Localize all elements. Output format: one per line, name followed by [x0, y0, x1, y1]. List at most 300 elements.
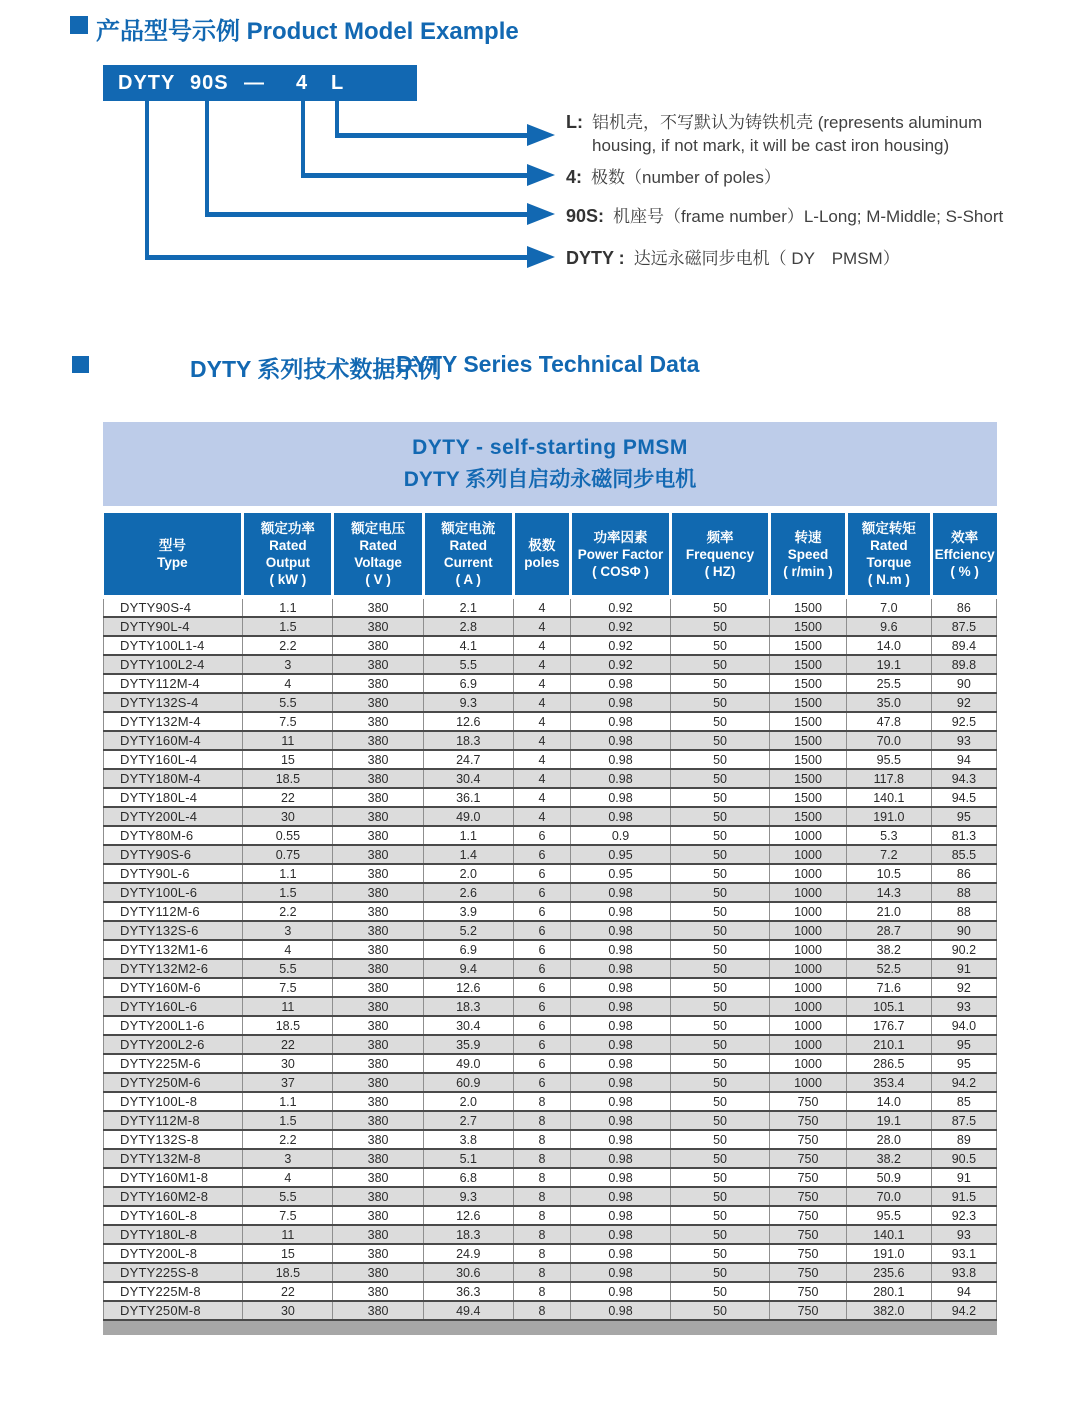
cell-value: 89.4: [931, 636, 996, 655]
callout-frame: [566, 205, 1003, 228]
cell-value: 380: [333, 731, 423, 750]
cell-value: 50: [671, 1187, 770, 1206]
cell-value: 0.95: [571, 845, 671, 864]
cell-value: 95.5: [846, 1206, 931, 1225]
cell-value: 380: [333, 940, 423, 959]
cell-value: 6: [513, 921, 570, 940]
cell-value: 8: [513, 1187, 570, 1206]
cell-value: 50: [671, 1263, 770, 1282]
cell-value: 95.5: [846, 750, 931, 769]
cell-value: 0.98: [571, 1206, 671, 1225]
cell-value: 380: [333, 636, 423, 655]
cell-value: 50: [671, 845, 770, 864]
cell-value: 4: [243, 940, 333, 959]
model-segment-dash: —: [244, 72, 265, 94]
cell-value: 47.8: [846, 712, 931, 731]
cell-value: 3.9: [423, 902, 513, 921]
cell-value: 3: [243, 655, 333, 674]
cell-value: 22: [243, 1035, 333, 1054]
cell-value: 36.1: [423, 788, 513, 807]
cell-value: 94.0: [931, 1016, 996, 1035]
cell-value: 1000: [770, 1035, 847, 1054]
cell-value: 176.7: [846, 1016, 931, 1035]
cell-value: 30.6: [423, 1263, 513, 1282]
cell-value: 87.5: [931, 1111, 996, 1130]
cell-value: 380: [333, 769, 423, 788]
table-row: [104, 1092, 997, 1111]
cell-value: 0.9: [571, 826, 671, 845]
callout-housing: [566, 111, 982, 157]
cell-value: 380: [333, 788, 423, 807]
cell-model-type: DYTY90S-6: [104, 845, 243, 864]
cell-value: 91: [931, 959, 996, 978]
cell-value: 380: [333, 997, 423, 1016]
cell-value: 50: [671, 978, 770, 997]
cell-model-type: DYTY160M-4: [104, 731, 243, 750]
cell-value: 50: [671, 807, 770, 826]
cell-value: 1500: [770, 617, 847, 636]
cell-value: 85.5: [931, 845, 996, 864]
callout-housing-text: 铝机壳，不写默认为铸铁机壳 (represents aluminum housing, if not mark, it will be cast iron housing): [592, 113, 983, 155]
cell-model-type: DYTY200L2-6: [104, 1035, 243, 1054]
cell-value: 380: [333, 1263, 423, 1282]
cell-value: 28.7: [846, 921, 931, 940]
cell-value: 750: [770, 1282, 847, 1301]
cell-value: 380: [333, 1225, 423, 1244]
cell-value: 50: [671, 902, 770, 921]
table-row: [104, 1282, 997, 1301]
cell-value: 52.5: [846, 959, 931, 978]
cell-value: 30: [243, 1054, 333, 1073]
cell-value: 7.5: [243, 1206, 333, 1225]
table-row: [104, 1301, 997, 1320]
cell-value: 11: [243, 1225, 333, 1244]
cell-value: 1500: [770, 807, 847, 826]
cell-value: 4: [513, 655, 570, 674]
cell-value: 6: [513, 864, 570, 883]
cell-value: 0.98: [571, 712, 671, 731]
cell-value: 7.2: [846, 845, 931, 864]
cell-value: 1000: [770, 940, 847, 959]
cell-value: 0.98: [571, 807, 671, 826]
cell-model-type: DYTY112M-4: [104, 674, 243, 693]
cell-value: 4.1: [423, 636, 513, 655]
cell-value: 0.55: [243, 826, 333, 845]
cell-model-type: DYTY160L-8: [104, 1206, 243, 1225]
table-row: [104, 1111, 997, 1130]
cell-value: 1000: [770, 1016, 847, 1035]
cell-value: 0.98: [571, 1187, 671, 1206]
cell-value: 50: [671, 1168, 770, 1187]
cell-value: 1500: [770, 769, 847, 788]
cell-model-type: DYTY100L-8: [104, 1092, 243, 1111]
callout-brand-text: 达远永磁同步电机（ DY PMSM）: [633, 249, 900, 268]
cell-value: 18.5: [243, 769, 333, 788]
cell-value: 117.8: [846, 769, 931, 788]
cell-model-type: DYTY132S-6: [104, 921, 243, 940]
table-row: [104, 1016, 997, 1035]
cell-value: 50: [671, 750, 770, 769]
cell-value: 0.92: [571, 655, 671, 674]
cell-value: 280.1: [846, 1282, 931, 1301]
cell-value: 50: [671, 597, 770, 617]
cell-value: 750: [770, 1301, 847, 1320]
cell-value: 18.3: [423, 997, 513, 1016]
cell-value: 0.75: [243, 845, 333, 864]
cell-value: 95: [931, 1054, 996, 1073]
table-row: [104, 959, 997, 978]
cell-model-type: DYTY90L-6: [104, 864, 243, 883]
cell-value: 6: [513, 902, 570, 921]
cell-value: 0.98: [571, 1016, 671, 1035]
cell-value: 50: [671, 1130, 770, 1149]
cell-value: 1500: [770, 750, 847, 769]
cell-value: 4: [513, 693, 570, 712]
cell-value: 50: [671, 864, 770, 883]
cell-value: 750: [770, 1244, 847, 1263]
cell-value: 0.98: [571, 1149, 671, 1168]
arrow-icon: [527, 203, 555, 225]
connector-frame-vertical: [205, 100, 209, 217]
cell-value: 2.0: [423, 1092, 513, 1111]
cell-value: 90.5: [931, 1149, 996, 1168]
cell-value: 8: [513, 1206, 570, 1225]
cell-value: 70.0: [846, 731, 931, 750]
cell-model-type: DYTY200L-8: [104, 1244, 243, 1263]
cell-value: 6: [513, 997, 570, 1016]
cell-value: 0.98: [571, 1244, 671, 1263]
cell-model-type: DYTY250M-8: [104, 1301, 243, 1320]
table-row: [104, 750, 997, 769]
cell-value: 50: [671, 769, 770, 788]
cell-value: 750: [770, 1130, 847, 1149]
cell-value: 4: [513, 807, 570, 826]
cell-value: 3: [243, 1149, 333, 1168]
column-header: 额定功率 Rated Output ( kW ): [243, 512, 333, 598]
cell-model-type: DYTY112M-6: [104, 902, 243, 921]
cell-value: 0.98: [571, 750, 671, 769]
cell-model-type: DYTY132S-8: [104, 1130, 243, 1149]
cell-model-type: DYTY225S-8: [104, 1263, 243, 1282]
cell-value: 6: [513, 940, 570, 959]
table-row: [104, 636, 997, 655]
callout-housing-prefix: L:: [566, 112, 583, 132]
section1-title: 产品型号示例 Product Model Example: [96, 18, 519, 45]
table-row: [104, 845, 997, 864]
cell-value: 4: [513, 788, 570, 807]
cell-value: 94: [931, 750, 996, 769]
cell-value: 750: [770, 1111, 847, 1130]
column-header: 型号 Type: [104, 512, 243, 598]
cell-value: 36.3: [423, 1282, 513, 1301]
cell-value: 50: [671, 655, 770, 674]
cell-value: 0.98: [571, 1035, 671, 1054]
cell-model-type: DYTY180L-4: [104, 788, 243, 807]
cell-value: 4: [513, 712, 570, 731]
cell-value: 1000: [770, 997, 847, 1016]
cell-value: 12.6: [423, 978, 513, 997]
cell-model-type: DYTY200L1-6: [104, 1016, 243, 1035]
cell-value: 191.0: [846, 807, 931, 826]
cell-value: 7.5: [243, 978, 333, 997]
cell-value: 50: [671, 883, 770, 902]
cell-value: 94.2: [931, 1301, 996, 1320]
cell-value: 1000: [770, 959, 847, 978]
cell-model-type: DYTY160L-4: [104, 750, 243, 769]
cell-value: 90: [931, 921, 996, 940]
cell-model-type: DYTY132M-4: [104, 712, 243, 731]
cell-value: 3: [243, 921, 333, 940]
column-header: 极数 poles: [513, 512, 570, 598]
cell-value: 0.92: [571, 636, 671, 655]
cell-value: 380: [333, 1168, 423, 1187]
cell-value: 50: [671, 788, 770, 807]
cell-model-type: DYTY225M-8: [104, 1282, 243, 1301]
cell-value: 50.9: [846, 1168, 931, 1187]
cell-value: 94.2: [931, 1073, 996, 1092]
cell-value: 0.98: [571, 902, 671, 921]
cell-value: 93: [931, 1225, 996, 1244]
cell-value: 1500: [770, 788, 847, 807]
cell-value: 380: [333, 617, 423, 636]
cell-value: 70.0: [846, 1187, 931, 1206]
cell-model-type: DYTY160M2-8: [104, 1187, 243, 1206]
cell-value: 2.2: [243, 902, 333, 921]
cell-model-type: DYTY180M-4: [104, 769, 243, 788]
cell-value: 9.3: [423, 693, 513, 712]
cell-value: 94.3: [931, 769, 996, 788]
table-row: [104, 940, 997, 959]
column-header: 频率 Frequency ( HZ): [671, 512, 770, 598]
cell-value: 38.2: [846, 1149, 931, 1168]
cell-value: 4: [513, 769, 570, 788]
cell-value: 91.5: [931, 1187, 996, 1206]
table-row: [104, 1263, 997, 1282]
cell-model-type: DYTY180L-8: [104, 1225, 243, 1244]
cell-value: 380: [333, 1035, 423, 1054]
table-row: [104, 1244, 997, 1263]
cell-model-type: DYTY100L1-4: [104, 636, 243, 655]
cell-model-type: DYTY100L-6: [104, 883, 243, 902]
table-row: [104, 1054, 997, 1073]
cell-value: 38.2: [846, 940, 931, 959]
cell-value: 90: [931, 674, 996, 693]
cell-value: 92: [931, 693, 996, 712]
cell-value: 1000: [770, 883, 847, 902]
cell-value: 95: [931, 1035, 996, 1054]
callout-poles: [566, 166, 781, 189]
model-segment-poles: 4: [296, 72, 309, 94]
cell-value: 1000: [770, 1073, 847, 1092]
cell-value: 0.98: [571, 1092, 671, 1111]
cell-value: 1.1: [243, 597, 333, 617]
cell-value: 91: [931, 1168, 996, 1187]
cell-value: 750: [770, 1225, 847, 1244]
connector-poles-vertical: [301, 100, 305, 178]
cell-value: 19.1: [846, 1111, 931, 1130]
cell-value: 19.1: [846, 655, 931, 674]
cell-value: 8: [513, 1149, 570, 1168]
callout-brand-prefix: DYTY :: [566, 248, 625, 268]
cell-value: 0.98: [571, 1301, 671, 1320]
cell-value: 35.9: [423, 1035, 513, 1054]
cell-value: 18.3: [423, 1225, 513, 1244]
cell-value: 1000: [770, 864, 847, 883]
cell-value: 0.98: [571, 959, 671, 978]
cell-value: 9.4: [423, 959, 513, 978]
model-segment-frame: 90S: [190, 72, 229, 94]
table-row: [104, 826, 997, 845]
cell-value: 50: [671, 959, 770, 978]
cell-value: 8: [513, 1092, 570, 1111]
cell-model-type: DYTY112M-8: [104, 1111, 243, 1130]
cell-value: 353.4: [846, 1073, 931, 1092]
cell-value: 50: [671, 921, 770, 940]
cell-value: 5.5: [423, 655, 513, 674]
cell-value: 380: [333, 1092, 423, 1111]
table-row: [104, 1073, 997, 1092]
cell-value: 6: [513, 1016, 570, 1035]
table-row: [104, 978, 997, 997]
cell-value: 50: [671, 1016, 770, 1035]
cell-value: 14.3: [846, 883, 931, 902]
table-row: [104, 883, 997, 902]
cell-value: 24.9: [423, 1244, 513, 1263]
cell-value: 50: [671, 693, 770, 712]
cell-value: 8: [513, 1111, 570, 1130]
cell-value: 6.9: [423, 940, 513, 959]
table-title-band: [103, 422, 997, 506]
cell-value: 60.9: [423, 1073, 513, 1092]
cell-value: 1.1: [423, 826, 513, 845]
table-row: [104, 731, 997, 750]
cell-value: 6.9: [423, 674, 513, 693]
cell-value: 49.0: [423, 807, 513, 826]
cell-value: 140.1: [846, 1225, 931, 1244]
cell-value: 22: [243, 788, 333, 807]
table-row: [104, 1130, 997, 1149]
cell-model-type: DYTY90L-4: [104, 617, 243, 636]
cell-value: 1.1: [243, 1092, 333, 1111]
cell-value: 2.2: [243, 636, 333, 655]
cell-value: 6.8: [423, 1168, 513, 1187]
arrow-icon: [527, 164, 555, 186]
cell-value: 0.92: [571, 617, 671, 636]
table-row: [104, 1206, 997, 1225]
cell-value: 1.5: [243, 883, 333, 902]
cell-value: 2.7: [423, 1111, 513, 1130]
cell-value: 750: [770, 1263, 847, 1282]
cell-value: 49.4: [423, 1301, 513, 1320]
table-row: [104, 674, 997, 693]
cell-value: 750: [770, 1149, 847, 1168]
cell-value: 6: [513, 883, 570, 902]
cell-value: 380: [333, 1301, 423, 1320]
cell-value: 4: [513, 636, 570, 655]
cell-value: 1000: [770, 826, 847, 845]
callout-poles-text: 极数（number of poles）: [591, 168, 781, 187]
cell-value: 92: [931, 978, 996, 997]
cell-value: 50: [671, 940, 770, 959]
cell-value: 380: [333, 978, 423, 997]
cell-value: 35.0: [846, 693, 931, 712]
cell-value: 750: [770, 1187, 847, 1206]
cell-value: 81.3: [931, 826, 996, 845]
table-row: [104, 617, 997, 636]
cell-value: 86: [931, 597, 996, 617]
cell-value: 50: [671, 1054, 770, 1073]
cell-value: 750: [770, 1092, 847, 1111]
cell-value: 2.0: [423, 864, 513, 883]
cell-value: 12.6: [423, 712, 513, 731]
model-segment-brand: DYTY: [118, 72, 176, 94]
cell-value: 89: [931, 1130, 996, 1149]
cell-value: 380: [333, 1282, 423, 1301]
cell-model-type: DYTY132M2-6: [104, 959, 243, 978]
cell-value: 92.5: [931, 712, 996, 731]
cell-value: 11: [243, 731, 333, 750]
table-row: [104, 1149, 997, 1168]
cell-model-type: DYTY250M-6: [104, 1073, 243, 1092]
cell-value: 380: [333, 1206, 423, 1225]
cell-value: 50: [671, 636, 770, 655]
cell-value: 12.6: [423, 1206, 513, 1225]
cell-value: 50: [671, 712, 770, 731]
cell-value: 5.3: [846, 826, 931, 845]
column-header: 转速 Speed ( r/min ): [770, 512, 847, 598]
section2-bullet-square: [72, 356, 89, 373]
cell-value: 1000: [770, 921, 847, 940]
cell-value: 1500: [770, 636, 847, 655]
cell-value: 1.1: [243, 864, 333, 883]
cell-value: 6: [513, 826, 570, 845]
cell-value: 90.2: [931, 940, 996, 959]
cell-value: 5.5: [243, 693, 333, 712]
table-row: [104, 1225, 997, 1244]
table-title-zh: DYTY 系列自启动永磁同步电机: [403, 467, 697, 491]
cell-value: 380: [333, 1149, 423, 1168]
cell-value: 1500: [770, 712, 847, 731]
cell-value: 5.2: [423, 921, 513, 940]
cell-value: 50: [671, 1206, 770, 1225]
column-header: 额定转矩 Rated Torque ( N.m ): [846, 512, 931, 598]
cell-value: 0.98: [571, 997, 671, 1016]
table-body: [104, 597, 997, 1320]
cell-model-type: DYTY132M1-6: [104, 940, 243, 959]
connector-poles-horizontal: [301, 173, 527, 178]
cell-value: 2.8: [423, 617, 513, 636]
cell-value: 18.3: [423, 731, 513, 750]
cell-value: 28.0: [846, 1130, 931, 1149]
cell-value: 750: [770, 1206, 847, 1225]
cell-value: 86: [931, 864, 996, 883]
cell-value: 0.98: [571, 1225, 671, 1244]
cell-value: 1500: [770, 655, 847, 674]
cell-model-type: DYTY80M-6: [104, 826, 243, 845]
cell-value: 8: [513, 1282, 570, 1301]
cell-value: 14.0: [846, 636, 931, 655]
cell-model-type: DYTY90S-4: [104, 597, 243, 617]
cell-value: 0.98: [571, 769, 671, 788]
cell-value: 380: [333, 921, 423, 940]
column-header: 额定电流 Rated Current ( A ): [423, 512, 513, 598]
cell-value: 380: [333, 1054, 423, 1073]
column-header: 效率 Effciency ( % ): [931, 512, 996, 598]
cell-value: 1000: [770, 902, 847, 921]
cell-value: 37: [243, 1073, 333, 1092]
table-row: [104, 788, 997, 807]
cell-value: 0.98: [571, 978, 671, 997]
